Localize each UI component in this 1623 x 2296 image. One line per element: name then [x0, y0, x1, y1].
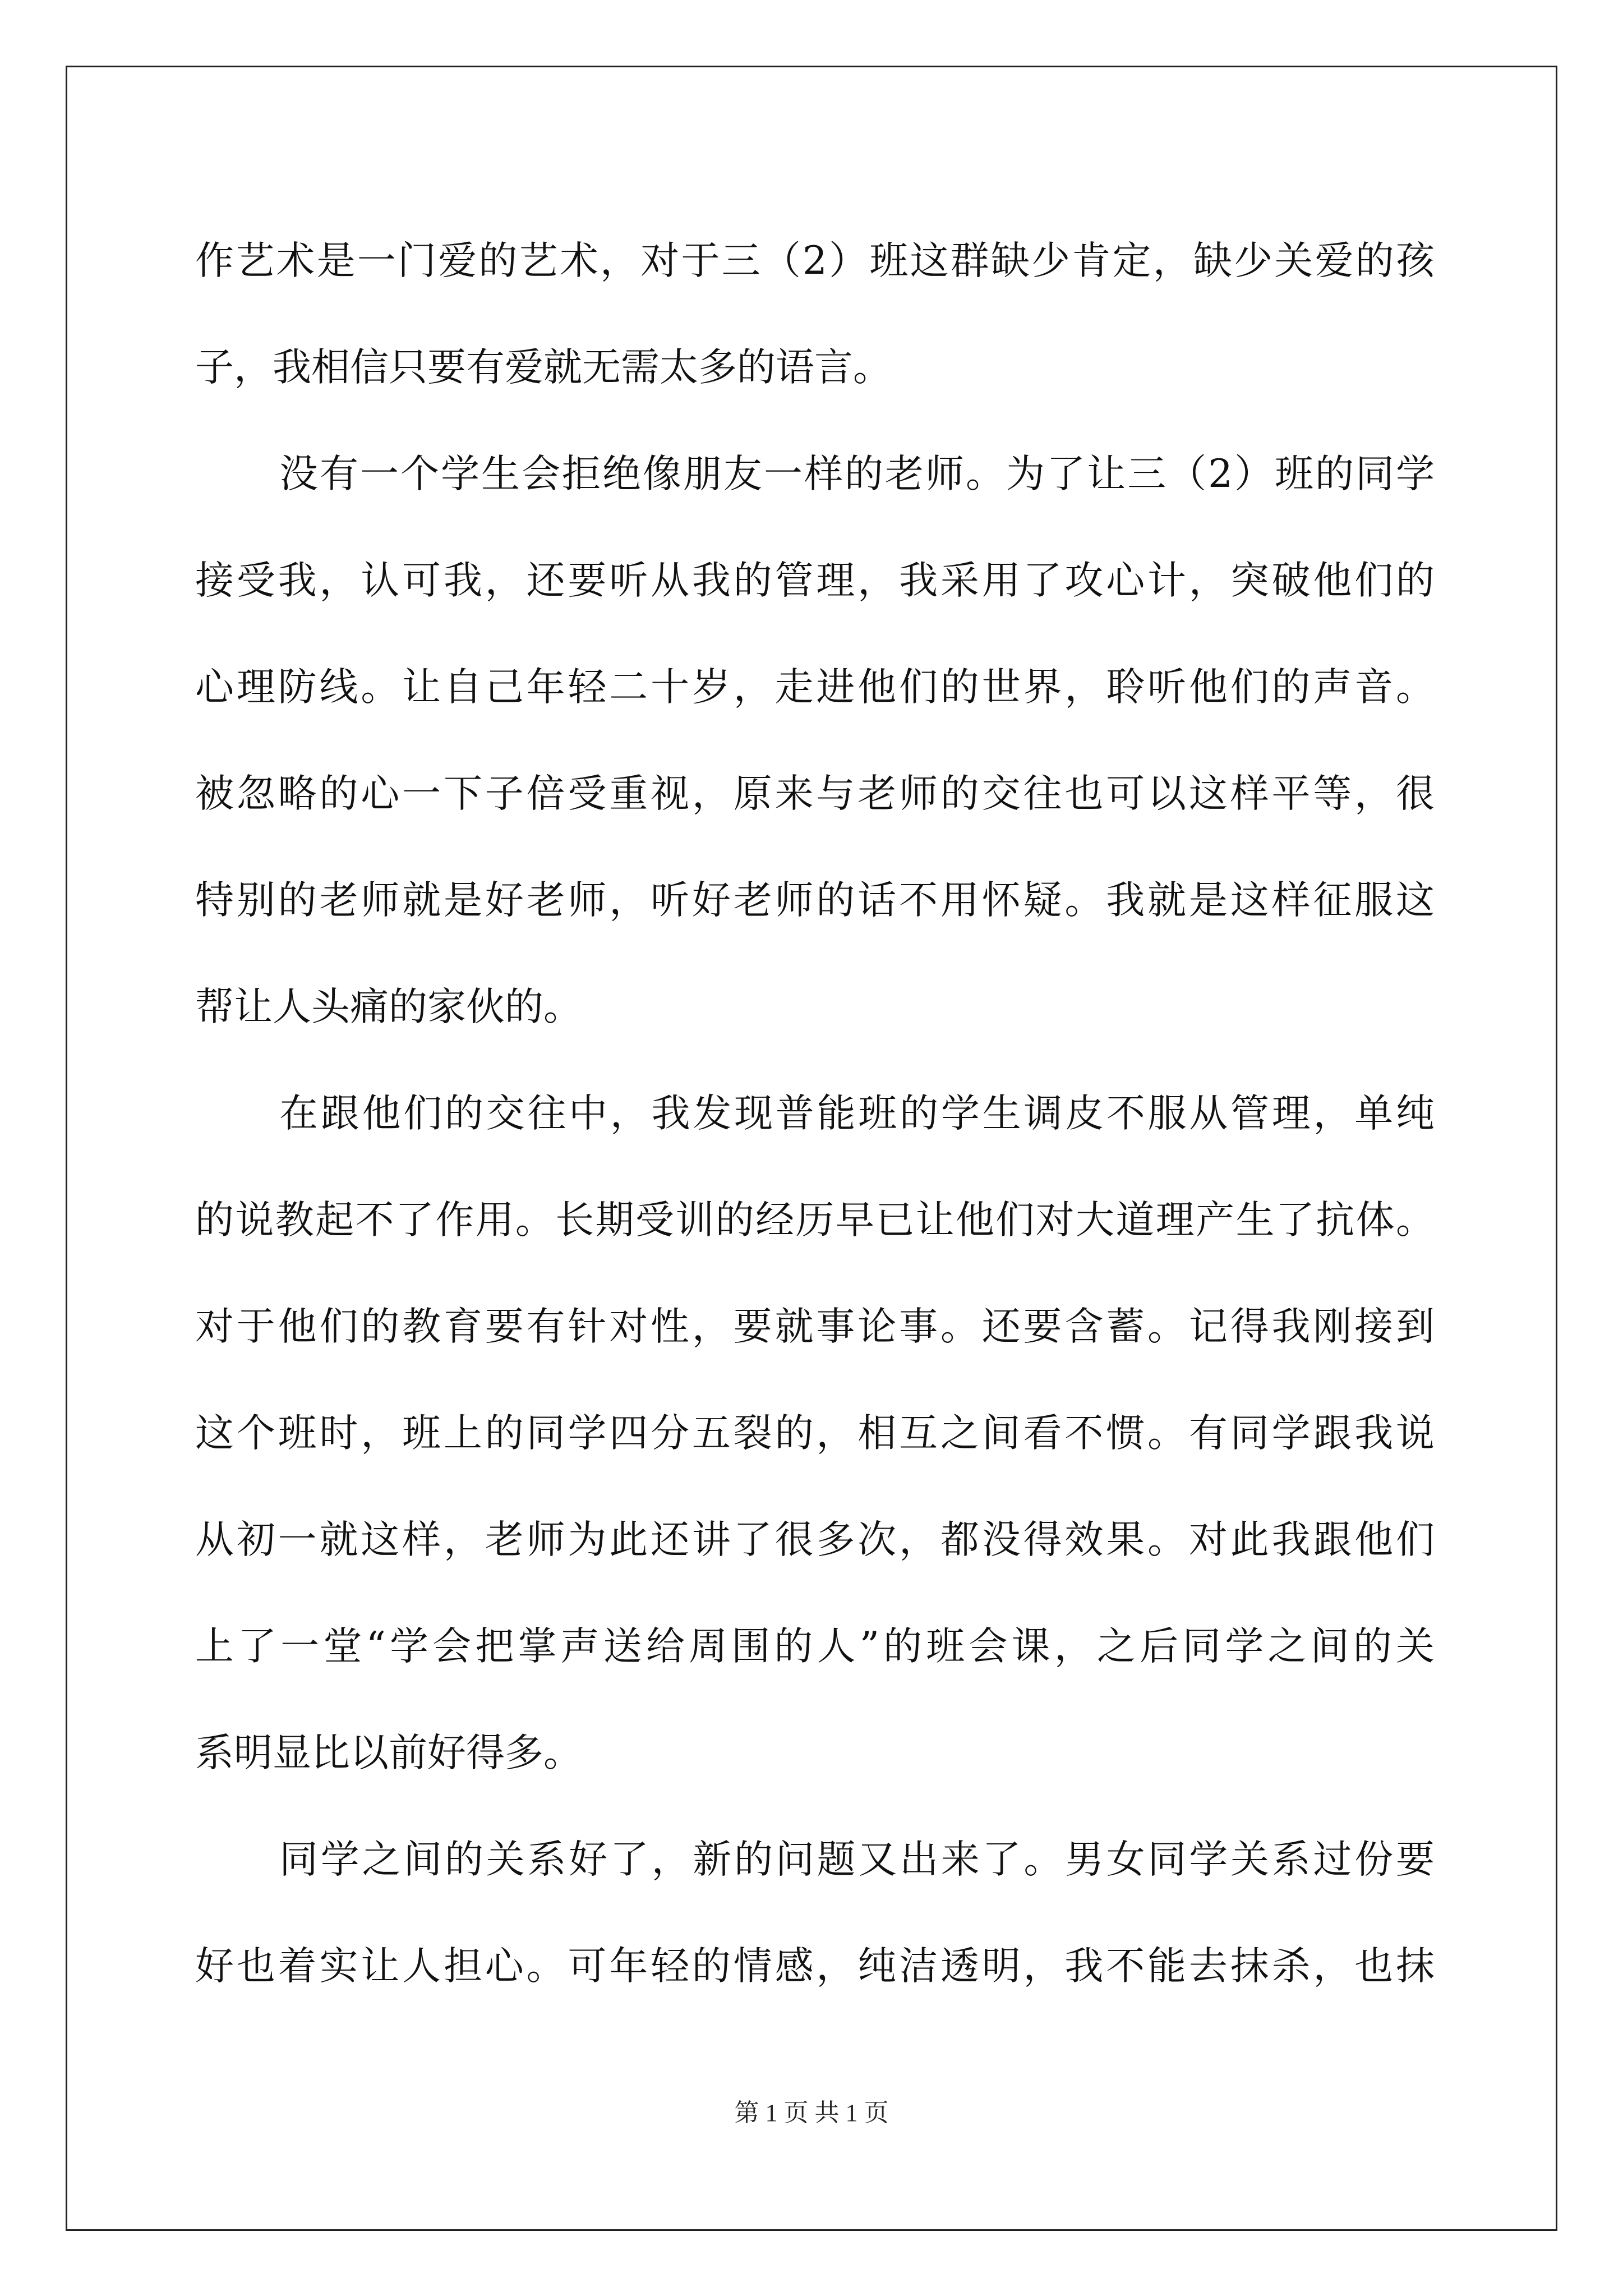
text-line: 上了一堂“学会把掌声送给周围的人”的班会课，之后同学之间的关 — [195, 1624, 1435, 1669]
text-line: 同学之间的关系好了，新的问题又出来了。男女同学关系过份要 — [279, 1837, 1435, 1882]
document-body — [195, 208, 1435, 2019]
text-line: 系明显比以前好得多。 — [195, 1731, 582, 1775]
text-line: 特别的老师就是好老师，听好老师的话不用怀疑。我就是这样征服这 — [195, 878, 1435, 923]
text-line: 帮让人头痛的家伙的。 — [195, 984, 582, 1029]
text-line: 对于他们的教育要有针对性，要就事论事。还要含蓄。记得我刚接到 — [195, 1304, 1435, 1349]
text-line: 被忽略的心一下子倍受重视，原来与老师的交往也可以这样平等，很 — [195, 771, 1435, 816]
text-line: 好也着实让人担心。可年轻的情感，纯洁透明，我不能去抹杀，也抹 — [195, 1944, 1435, 1989]
text-line: 的说教起不了作用。长期受训的经历早已让他们对大道理产生了抗体。 — [195, 1198, 1435, 1243]
text-line: 接受我，认可我，还要听从我的管理，我采用了攻心计，突破他们的 — [195, 558, 1435, 603]
text-line: 心理防线。让自己年轻二十岁，走进他们的世界，聆听他们的声音。 — [195, 665, 1435, 710]
text-line: 从初一就这样，老师为此还讲了很多次，都没得效果。对此我跟他们 — [195, 1517, 1435, 1562]
text-line: 作艺术是一门爱的艺术，对于三（2）班这群缺少肯定，缺少关爱的孩 — [195, 238, 1435, 283]
page-footer: 第 1 页 共 1 页 — [734, 2099, 889, 2127]
text-line: 在跟他们的交往中，我发现普能班的学生调皮不服从管理，单纯 — [279, 1091, 1435, 1136]
text-line: 这个班时，班上的同学四分五裂的，相互之间看不惯。有同学跟我说 — [195, 1411, 1435, 1456]
text-line: 子，我相信只要有爱就无需太多的语言。 — [195, 345, 892, 390]
text-line: 没有一个学生会拒绝像朋友一样的老师。为了让三（2）班的同学 — [279, 452, 1435, 496]
